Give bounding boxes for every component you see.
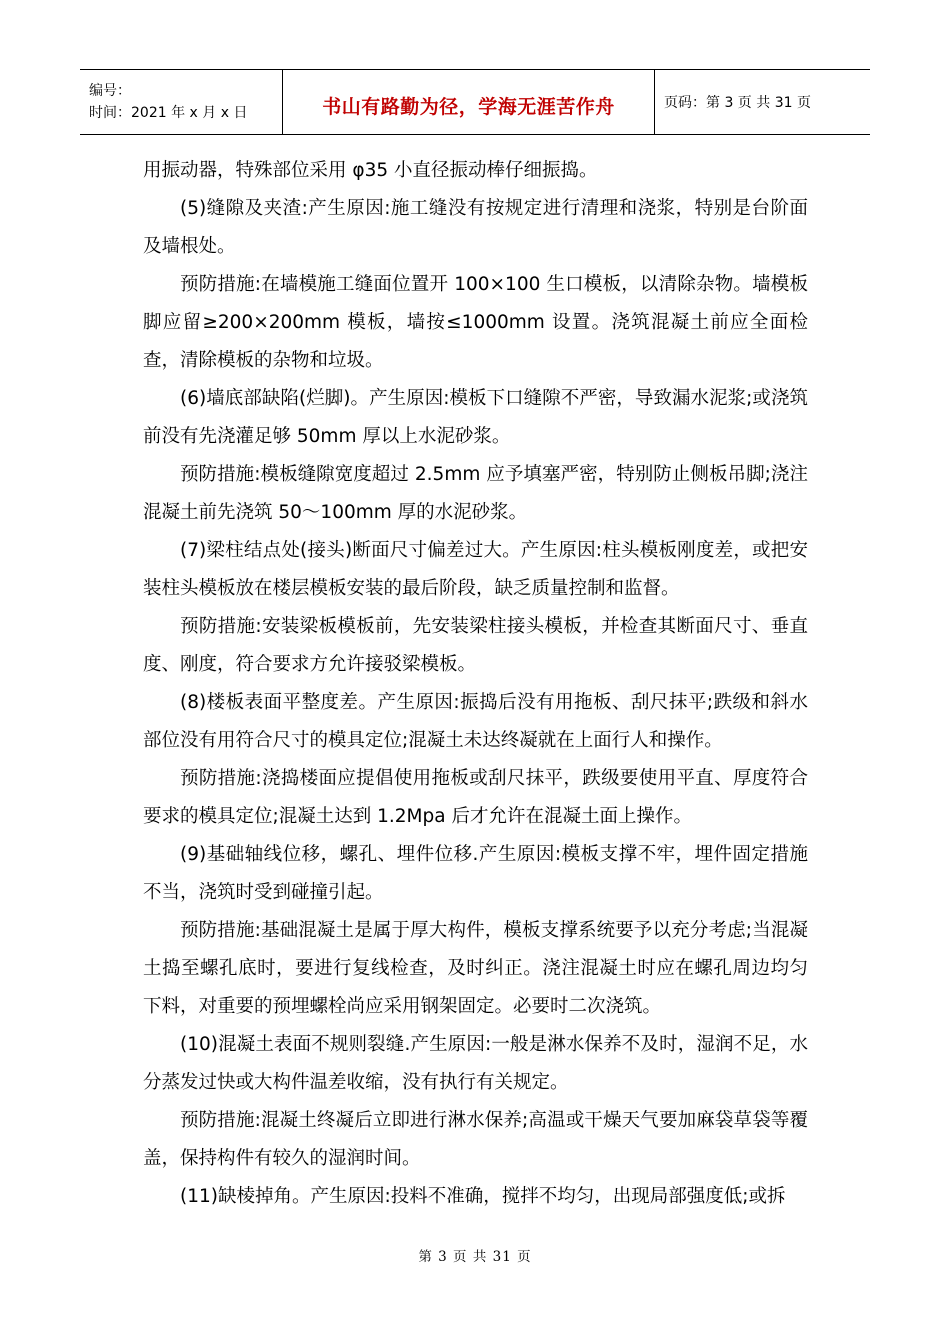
paragraph: 预防措施:混凝土终凝后立即进行淋水保养;高温或干燥天气要加麻袋草袋等覆盖，保持构件有较久的湿润时间。 — [143, 1110, 808, 1169]
page-footer: 第 3 页 共 31 页 — [418, 1249, 532, 1265]
header-motto: 书山有路勤为径，学海无涯苦作舟 — [322, 95, 615, 118]
header-meta — [80, 70, 282, 134]
paragraph: 用振动器，特殊部位采用 φ35 小直径振动棒仔细振捣。 — [143, 160, 598, 181]
paragraph: (10)混凝土表面不规则裂缝.产生原因:一般是淋水保养不及时，湿润不足，水分蒸发过快或大构件温差收缩，没有执行有关规定。 — [143, 1034, 808, 1093]
paragraph: 预防措施:在墙模施工缝面位置开 100×100 生口模板，以清除杂物。墙模板脚应留≥200×200mm 模板，墙按≤1000mm 设置。浇筑混凝土前应全面检查，清除模板的杂物和垃圾。 — [143, 274, 808, 371]
paragraph: (8)楼板表面平整度差。产生原因:振捣后没有用拖板、刮尺抹平;跌级和斜水部位没有用符合尺寸的模具定位;混凝土未达终凝就在上面行人和操作。 — [143, 692, 808, 751]
paragraph: 预防措施:浇捣楼面应提倡使用拖板或刮尺抹平，跌级要使用平直、厚度符合要求的模具定位;混凝土达到 1.2Mpa 后才允许在混凝土面上操作。 — [143, 768, 808, 827]
document-date: 时间：2021 年 x 月 x 日 — [89, 105, 248, 121]
paragraph: 预防措施:安装梁板模板前，先安装梁柱接头模板，并检查其断面尺寸、垂直度、刚度，符合要求方允许接驳梁模板。 — [143, 616, 808, 675]
paragraph: (5)缝隙及夹渣:产生原因:施工缝没有按规定进行清理和浇浆，特别是台阶面及墙根处。 — [143, 198, 808, 257]
paragraph: 预防措施:基础混凝土是属于厚大构件，模板支撑系统要予以充分考虑;当混凝土捣至螺孔底时，要进行复线检查，及时纠正。浇注混凝土时应在螺孔周边均匀下料，对重要的预埋螺栓尚应采用钢架固定。必要时二次浇筑。 — [143, 920, 808, 1017]
header-page-info-cell — [655, 70, 870, 134]
page-header — [80, 69, 870, 135]
document-number-label: 编号： — [89, 83, 131, 99]
document-body — [143, 152, 808, 1216]
paragraph: (11)缺棱掉角。产生原因:投料不准确，搅拌不均匀，出现局部强度低;或拆 — [180, 1186, 786, 1207]
paragraph: (7)梁柱结点处(接头)断面尺寸偏差过大。产生原因:柱头模板刚度差，或把安装柱头模板放在楼层模板安装的最后阶段，缺乏质量控制和监督。 — [143, 540, 808, 599]
header-motto-cell — [282, 70, 655, 134]
header-page-info: 页码：第 3 页 共 31 页 — [664, 95, 811, 111]
paragraph: (9)基础轴线位移，螺孔、埋件位移.产生原因:模板支撑不牢，埋件固定措施不当，浇筑时受到碰撞引起。 — [143, 844, 808, 903]
paragraph: 预防措施:模板缝隙宽度超过 2.5mm 应予填塞严密，特别防止侧板吊脚;浇注混凝土前先浇筑 50～100mm 厚的水泥砂浆。 — [143, 464, 808, 523]
paragraph: (6)墙底部缺陷(烂脚)。产生原因:模板下口缝隙不严密，导致漏水泥浆;或浇筑前没有先浇灌足够 50mm 厚以上水泥砂浆。 — [143, 388, 808, 447]
